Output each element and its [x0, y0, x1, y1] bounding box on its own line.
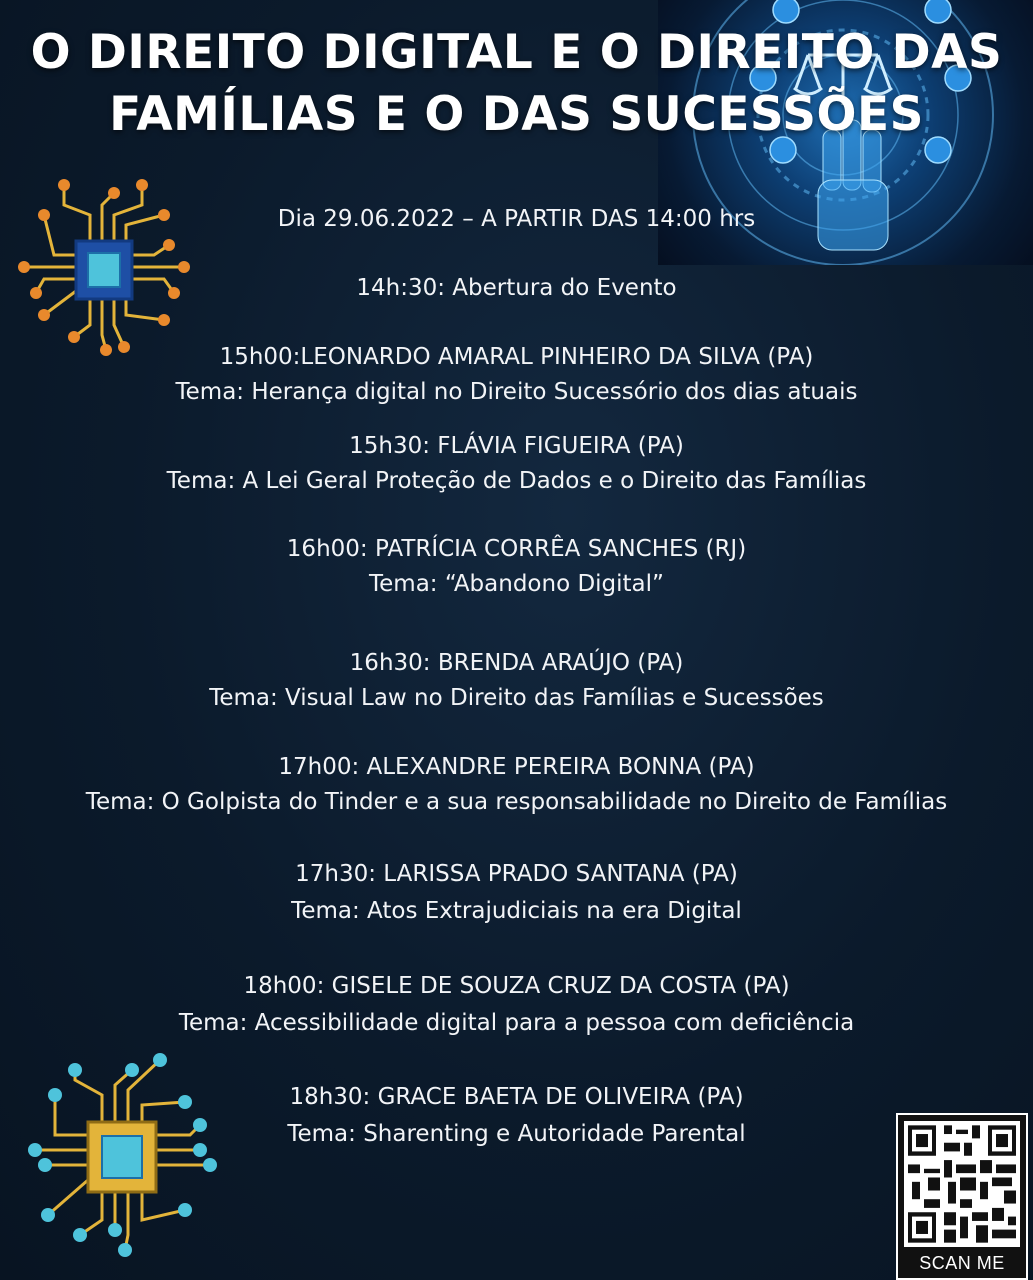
session-speaker: 16h00: PATRÍCIA CORRÊA SANCHES (RJ) — [286, 536, 747, 562]
session-speaker: 15h30: FLÁVIA FIGUEIRA (PA) — [349, 433, 684, 459]
session-topic: Tema: “Abandono Digital” — [369, 571, 664, 597]
event-title — [0, 22, 1033, 146]
session-topic: Tema: Acessibilidade digital para a pessoa com deficiência — [178, 1010, 855, 1036]
opening-item: 14h:30: Abertura do Evento — [356, 275, 677, 301]
session-speaker: 15h00:LEONARDO AMARAL PINHEIRO DA SILVA (PA) — [219, 344, 814, 370]
session-speaker: 17h30: LARISSA PRADO SANTANA (PA) — [295, 861, 738, 887]
session-topic: Tema: Atos Extrajudiciais na era Digital — [291, 898, 742, 924]
session-topic: Tema: Visual Law no Direito das Famílias e Sucessões — [209, 685, 824, 711]
event-title-line-2: FAMÍLIAS E O DAS SUCESSÕES — [109, 87, 924, 142]
session-speaker: 18h00: GISELE DE SOUZA CRUZ DA COSTA (PA) — [243, 973, 790, 999]
session-topic: Tema: O Golpista do Tinder e a sua responsabilidade no Direito de Famílias — [85, 789, 948, 815]
event-title-line-1: O DIREITO DIGITAL E O DIREITO DAS — [30, 25, 1003, 80]
circuit-chip-icon — [14, 175, 194, 365]
session-speaker: 18h30: GRACE BAETA DE OLIVEIRA (PA) — [289, 1084, 744, 1110]
qr-code[interactable] — [896, 1113, 1028, 1280]
circuit-chip-icon — [20, 1050, 220, 1265]
event-date: Dia 29.06.2022 – A PARTIR DAS 14:00 hrs — [277, 206, 756, 232]
qr-label: SCAN ME — [919, 1253, 1005, 1273]
session-topic: Tema: A Lei Geral Proteção de Dados e o Direito das Famílias — [166, 468, 867, 494]
session-speaker: 17h00: ALEXANDRE PEREIRA BONNA (PA) — [278, 754, 755, 780]
session-topic: Tema: Sharenting e Autoridade Parental — [287, 1121, 746, 1147]
session-speaker: 16h30: BRENDA ARAÚJO (PA) — [349, 650, 684, 676]
qr-code-image — [904, 1121, 1020, 1247]
session-topic: Tema: Herança digital no Direito Sucessório dos dias atuais — [175, 379, 858, 405]
